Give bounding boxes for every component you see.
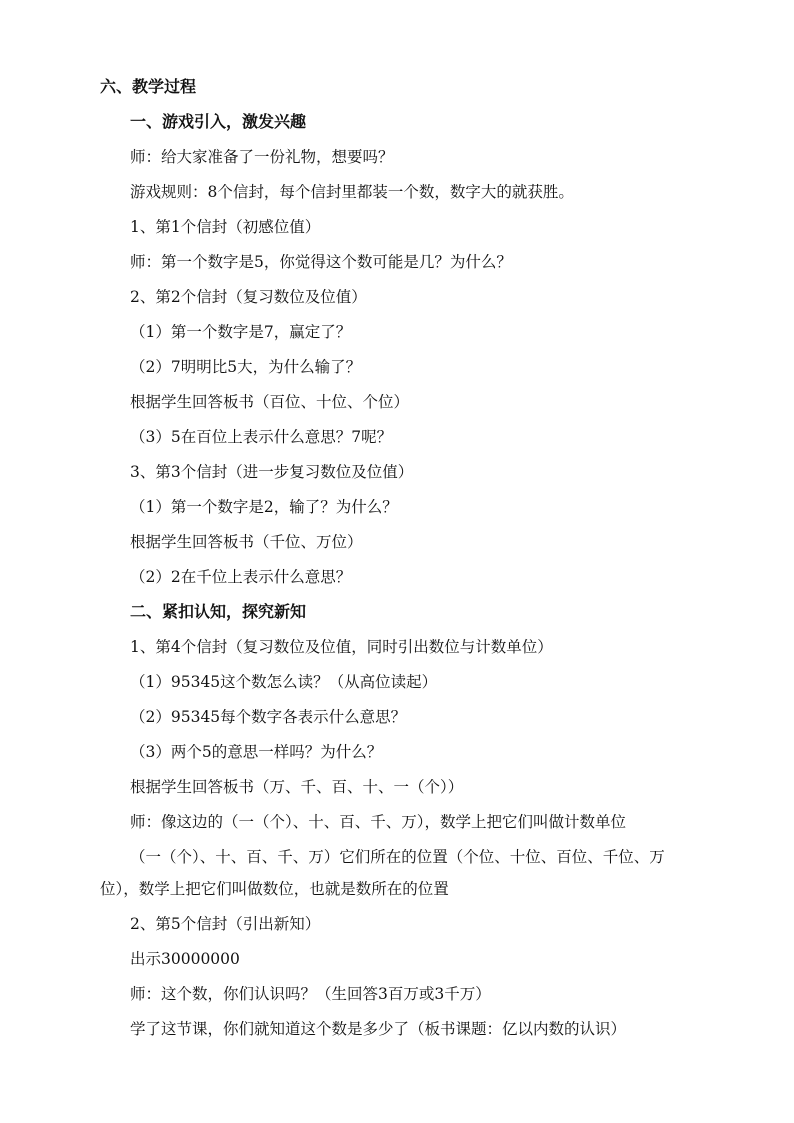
paragraph: （1）第一个数字是2，输了？为什么？ bbox=[130, 498, 398, 516]
paragraph: （一（个）、十、百、千、万）它们所在的位置（个位、十位、百位、千位、万 bbox=[130, 848, 665, 866]
paragraph: 2、第2个信封（复习数位及位值） bbox=[130, 288, 367, 306]
paragraph: 位），数学上把它们叫做数位，也就是数所在的位置 bbox=[100, 880, 449, 898]
paragraph: 出示30000000 bbox=[130, 950, 240, 968]
section-title: 六、教学过程 bbox=[100, 77, 197, 96]
paragraph: 根据学生回答板书（千位、万位） bbox=[130, 533, 363, 551]
paragraph: 师：像这边的（一（个）、十、百、千、万），数学上把它们叫做计数单位 bbox=[130, 813, 627, 831]
paragraph: 1、第4个信封（复习数位及位值，同时引出数位与计数单位） bbox=[130, 638, 553, 656]
paragraph: （3）两个5的意思一样吗？为什么？ bbox=[130, 743, 383, 761]
paragraph: 根据学生回答板书（百位、十位、个位） bbox=[130, 393, 410, 411]
paragraph: （2）95345每个数字各表示什么意思？ bbox=[130, 708, 407, 726]
paragraph: （1）95345这个数怎么读？（从高位读起） bbox=[130, 673, 438, 691]
part2-heading: 二、紧扣认知，探究新知 bbox=[130, 602, 307, 621]
paragraph: （2）2在千位上表示什么意思？ bbox=[130, 568, 352, 586]
paragraph: 师：这个数，你们认识吗？（生回答3百万或3千万） bbox=[130, 985, 491, 1003]
paragraph: 师：给大家准备了一份礼物，想要吗？ bbox=[130, 148, 394, 166]
paragraph: 3、第3个信封（进一步复习数位及位值） bbox=[130, 463, 414, 481]
paragraph: 学了这节课，你们就知道这个数是多少了（板书课题：亿以内数的认识） bbox=[130, 1020, 627, 1038]
paragraph: 2、第5个信封（引出新知） bbox=[130, 915, 321, 933]
paragraph: （3）5在百位上表示什么意思？7呢？ bbox=[130, 428, 393, 446]
paragraph: （2）7明明比5大，为什么输了？ bbox=[130, 358, 362, 376]
paragraph: 游戏规则：8个信封，每个信封里都装一个数，数字大的就获胜。 bbox=[130, 183, 574, 201]
part1-heading: 一、游戏引入，激发兴趣 bbox=[130, 112, 307, 131]
paragraph: 师：第一个数字是5，你觉得这个数可能是几？为什么？ bbox=[130, 253, 512, 271]
paragraph: 1、第1个信封（初感位值） bbox=[130, 218, 321, 236]
paragraph: （1）第一个数字是7，赢定了？ bbox=[130, 323, 352, 341]
paragraph: 根据学生回答板书（万、千、百、十、一（个）） bbox=[130, 778, 464, 796]
